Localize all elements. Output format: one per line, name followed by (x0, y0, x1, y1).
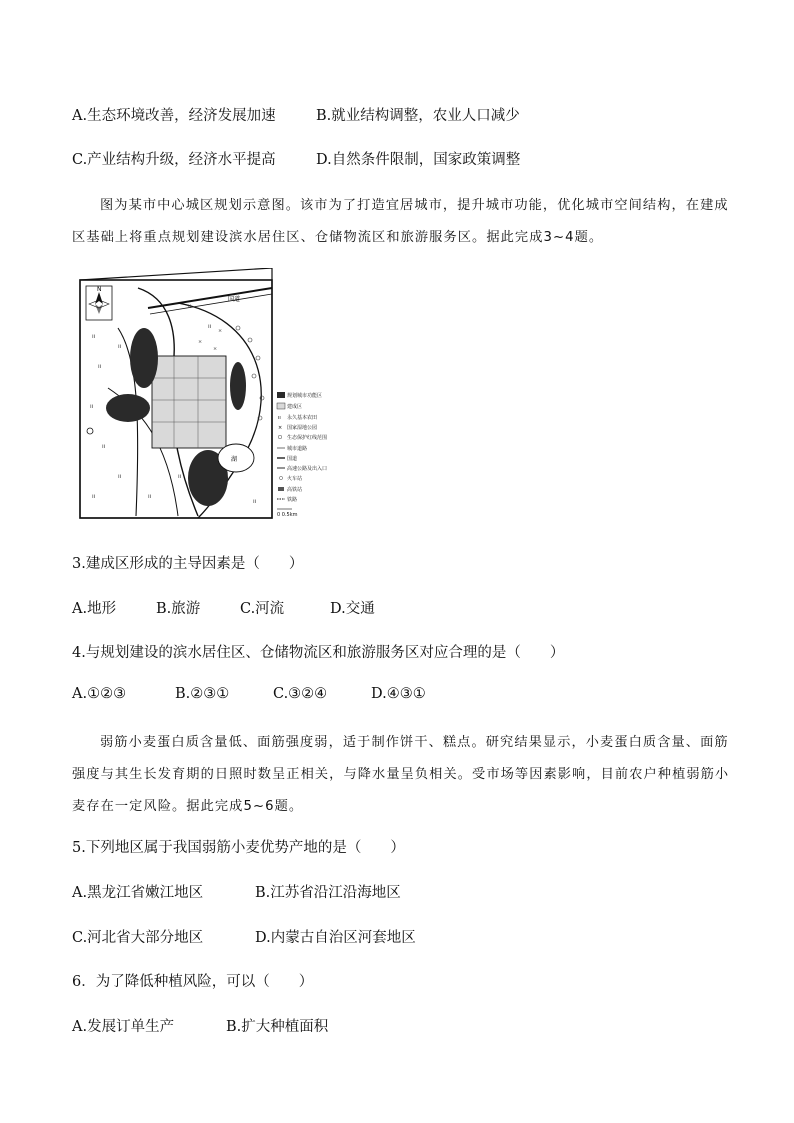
svg-text:ıı: ıı (92, 493, 96, 500)
q5-option-b: B.江苏省沿江沿海地区 (255, 885, 401, 901)
intro-3-4-line2: 区基础上将重点规划建设滨水居住区、仓储物流区和旅游服务区。据此完成3~4题。 (72, 230, 604, 245)
legend-item: 铁路 (287, 497, 298, 503)
svg-text:ıı: ıı (278, 415, 281, 421)
legend-item: 城市道路 (287, 446, 308, 452)
q3-option-d: D.交通 (330, 601, 375, 617)
q4-option-a: A.①②③ (72, 686, 127, 702)
q4-option-b: B.②③① (175, 686, 230, 702)
intro-5-6-line1: 弱筋小麦蛋白质含量低、面筋强度弱，适于制作饼干、糕点。研究结果显示，小麦蛋白质含量、面筋 (100, 735, 729, 750)
svg-text:ıı: ıı (118, 343, 122, 350)
lake-label: 湖 (231, 456, 238, 463)
svg-text:ıı: ıı (98, 363, 102, 370)
q6-stem: 6．为了降低种植风险，可以（ ） (72, 974, 314, 990)
q5-stem: 5.下列地区属于我国弱筋小麦优势产地的是（ ） (72, 840, 405, 856)
q2-option-c: C.产业结构升级，经济水平提高 (72, 152, 276, 168)
legend-item: 高速公路及出入口 (287, 466, 328, 472)
q3-option-a: A.地形 (72, 601, 117, 617)
q2-option-a: A.生态环境改善，经济发展加速 (72, 108, 276, 124)
q2-option-d: D.自然条件限制，国家政策调整 (316, 152, 521, 168)
scale-bar-label: 0 0.5km (277, 512, 298, 518)
q5-option-a: A.黑龙江省嫩江地区 (72, 885, 204, 901)
svg-text:ıı: ıı (148, 493, 152, 500)
svg-text:ıı: ıı (90, 403, 94, 410)
q3-option-c: C.河流 (240, 601, 285, 617)
q4-option-d: D.④③① (371, 686, 426, 702)
legend-item: 高铁站 (287, 487, 303, 493)
intro-5-6-line3: 麦存在一定风险。据此完成5~6题。 (72, 799, 304, 814)
svg-text:ıı: ıı (118, 473, 122, 480)
svg-text:×: × (213, 346, 218, 352)
svg-text:×: × (198, 339, 203, 345)
road-label: 国道 (228, 296, 241, 303)
q3-option-b: B.旅游 (156, 601, 201, 617)
train-station-icon (87, 428, 93, 434)
intro-3-4-line1: 图为某市中心城区规划示意图。该市为了打造宜居城市，提升城市功能，优化城市空间结构，在建成 (100, 198, 729, 213)
q4-stem: 4.与规划建设的滨水居住区、仓储物流区和旅游服务区对应合理的是（ ） (72, 645, 565, 661)
q4-option-c: C.③②④ (273, 686, 328, 702)
q3-stem: 3.建成区形成的主导因素是（ ） (72, 556, 304, 572)
map-legend (277, 392, 327, 518)
legend-item: 生态保护红线范围 (287, 435, 328, 441)
q6-option-b: B.扩大种植面积 (226, 1019, 329, 1035)
svg-text:×: × (218, 328, 223, 334)
intro-5-6-line2: 强度与其生长发育期的日照时数呈正相关，与降水量呈负相关。受市场等因素影响，目前农户种植弱筋小 (72, 767, 730, 782)
compass-label: N (97, 286, 102, 293)
legend-item: 规划城市功能区 (287, 393, 323, 399)
legend-item: 火车站 (287, 476, 303, 482)
q2-option-b: B.就业结构调整，农业人口减少 (316, 108, 520, 124)
legend-item: 建成区 (287, 404, 303, 410)
svg-text:ıı: ıı (188, 303, 192, 310)
svg-text:ıı: ıı (178, 473, 182, 480)
svg-text:ıı: ıı (92, 333, 96, 340)
svg-text:×: × (278, 425, 283, 431)
built-area (152, 356, 226, 448)
svg-text:ıı: ıı (253, 498, 257, 505)
compass-icon (86, 286, 112, 320)
city-planning-map (78, 268, 328, 520)
legend-item: 永久基本农田 (287, 415, 318, 421)
q5-option-c: C.河北省大部分地区 (72, 930, 204, 946)
svg-text:ıı: ıı (208, 323, 212, 330)
q6-option-a: A.发展订单生产 (72, 1019, 175, 1035)
legend-item: 国道 (287, 456, 298, 462)
svg-text:ıı: ıı (102, 443, 106, 450)
legend-item: 国家湿地公园 (287, 425, 318, 431)
q5-option-d: D.内蒙古自治区河套地区 (255, 930, 416, 946)
